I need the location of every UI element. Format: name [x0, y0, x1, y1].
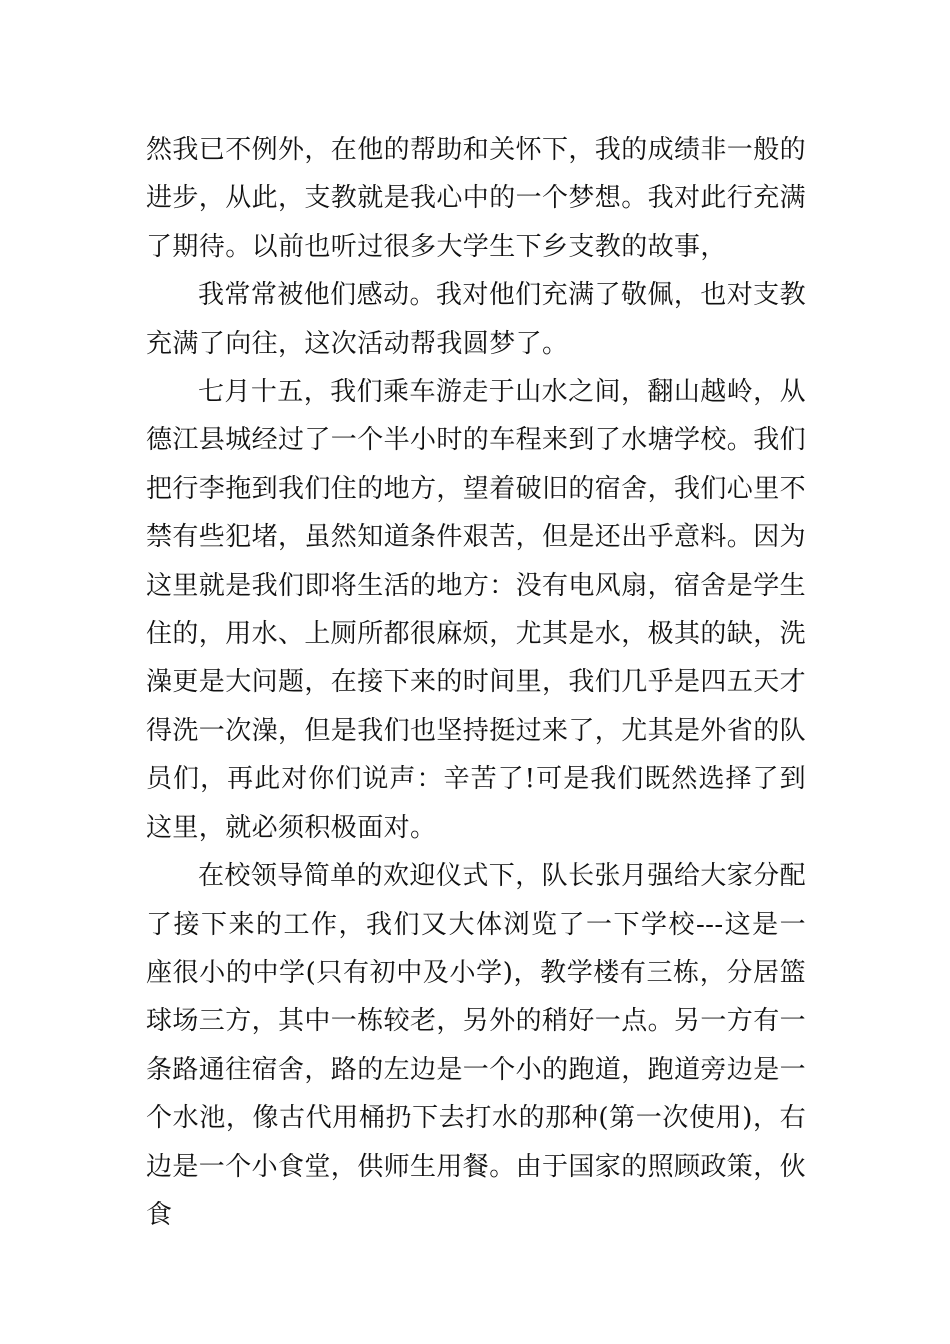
paragraph-2: 我常常被他们感动。我对他们充满了敬佩，也对支教充满了向往，这次活动帮我圆梦了。 — [146, 280, 806, 359]
document-body — [146, 126, 806, 1239]
paragraph-4: 在校领导简单的欢迎仪式下，队长张月强给大家分配了接下来的工作，我们又大体浏览了一下学校---这是一座很小的中学(只有初中及小学)，教学楼有三栋，分居篮球场三方，其中一栋较老，另外的稍好一点。另一方有一条路通往宿舍，路的左边是一个小的跑道，跑道旁边是一个水池，像古代用桶扔下去打水的那种(第一次使用)，右边是一个小食堂，供师生用餐。由于国家的照顾政策，伙食 — [146, 861, 807, 1230]
paragraph-3: 七月十五，我们乘车游走于山水之间，翻山越岭，从德江县城经过了一个半小时的车程来到了水塘学校。我们把行李拖到我们住的地方，望着破旧的宿舍，我们心里不禁有些犯堵，虽然知道条件艰苦，但是还出乎意料。因为这里就是我们即将生活的地方：没有电风扇，宿舍是学生住的，用水、上厕所都很麻烦，尤其是水，极其的缺，洗澡更是大问题，在接下来的时间里，我们几乎是四五天才得洗一次澡，但是我们也坚持挺过来了，尤其是外省的队员们，再此对你们说声：辛苦了!可是我们既然选择了到这里，就必须积极面对。 — [146, 377, 807, 843]
paragraph-1: 然我已不例外，在他的帮助和关怀下，我的成绩非一般的进步，从此，支教就是我心中的一个梦想。我对此行充满了期待。以前也听过很多大学生下乡支教的故事， — [146, 135, 807, 262]
